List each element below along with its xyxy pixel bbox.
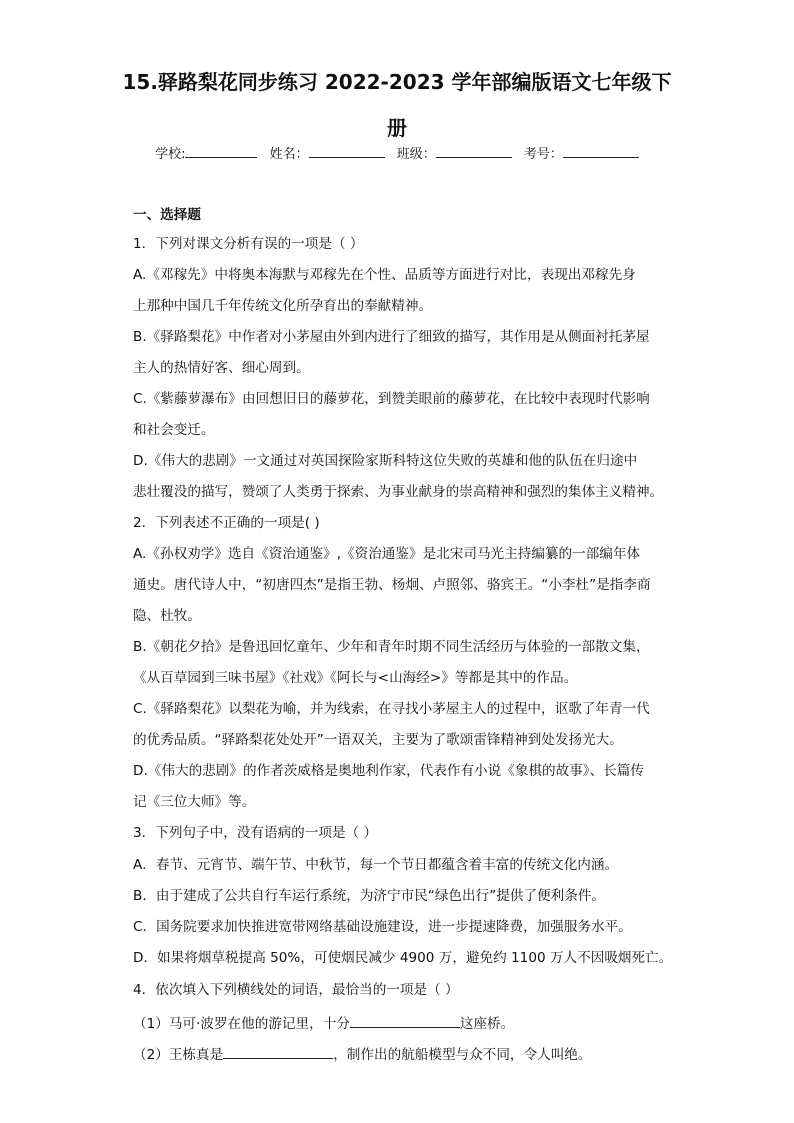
q1-option-c: C.《紫藤萝瀑布》由回想旧日的藤萝花，到赞美眼前的藤萝花，在比较中表现时代影响 <box>133 391 650 407</box>
q1-option-c-cont: 和社会变迁。 <box>133 422 215 438</box>
q3-option-d: D．如果将烟草税提高 50%，可使烟民减少 4900 万，避免约 1100 万人不因吸烟死亡。 <box>133 950 673 966</box>
q3-option-b: B．由于建成了公共自行车运行系统，为济宁市民“绿色出行”提供了便利条件。 <box>133 888 606 904</box>
q1-option-d-cont: 悲壮覆没的描写，赞颂了人类勇于探索、为事业献身的崇高精神和强烈的集体主义精神。 <box>133 484 664 500</box>
class-blank[interactable] <box>436 143 512 158</box>
class-label: 班级： <box>396 147 436 162</box>
q1-option-a-cont: 上那种中国几千年传统文化所孕育出的奉献精神。 <box>133 298 433 314</box>
q4-s1-suffix: 这座桥。 <box>459 1016 515 1032</box>
q4-stem: 4．依次填入下列横线处的词语，最恰当的一项是（ ） <box>133 982 459 998</box>
q2-option-a-cont-2: 隐、杜牧。 <box>133 608 201 624</box>
school-label: 学校: <box>155 147 186 162</box>
exam-number-field <box>524 143 639 162</box>
q3-option-a: A．春节、元宵节、端午节、中秋节，每一个节日都蕴含着丰富的传统文化内涵。 <box>133 857 619 873</box>
q1-option-d: D.《伟大的悲剧》一文通过对英国探险家斯科特这位失败的英雄和他的队伍在归途中 <box>133 453 638 469</box>
school-field <box>155 143 257 162</box>
exam-number-label: 考号： <box>523 147 563 162</box>
q2-option-a-cont: 通史。唐代诗人中，“初唐四杰”是指王勃、杨炯、卢照邻、骆宾王。“小李杜”是指李商 <box>133 577 651 593</box>
q2-stem: 2．下列表述不正确的一项是( ) <box>133 515 320 531</box>
q2-option-b: B.《朝花夕拾》是鲁迅回忆童年、少年和青年时期不同生活经历与体验的一部散文集， <box>133 639 650 655</box>
q4-s2-blank[interactable] <box>223 1044 333 1059</box>
q1-stem: 1．下列对课文分析有误的一项是（ ） <box>133 236 364 252</box>
q4-sentence-1 <box>133 1013 514 1033</box>
q4-sentence-2 <box>133 1044 592 1064</box>
student-info-row <box>0 143 794 162</box>
q3-option-c: C．国务院要求加快推进宽带网络基础设施建设，进一步提速降费，加强服务水平。 <box>133 919 632 935</box>
name-label: 姓名： <box>269 147 309 162</box>
q4-s1-blank[interactable] <box>350 1013 460 1028</box>
q4-s2-suffix: ，制作出的航船模型与众不同，令人叫绝。 <box>333 1047 592 1063</box>
q2-option-d-cont: 记《三位大师》等。 <box>133 794 256 810</box>
q1-option-b: B.《驿路梨花》中作者对小茅屋由外到内进行了细致的描写，其作用是从侧面衬托茅屋 <box>133 329 650 345</box>
q3-stem: 3．下列句子中，没有语病的一项是（ ） <box>133 825 378 841</box>
q2-option-b-cont: 《从百草园到三味书屋》《社戏》《阿长与<山海经>》等都是其中的作品。 <box>133 670 578 686</box>
q2-option-d: D.《伟大的悲剧》的作者茨威格是奥地利作家，代表作有小说《象棋的故事》、长篇传 <box>133 763 644 779</box>
q2-option-a: A.《孙权劝学》选自《资治通鉴》,《资治通鉴》是北宋司马光主持编纂的一部编年体 <box>133 546 641 562</box>
class-field <box>397 143 512 162</box>
name-field <box>270 143 385 162</box>
q2-option-c: C.《驿路梨花》以梨花为喻，并为线索，在寻找小茅屋主人的过程中，讴歌了年青一代 <box>133 701 650 717</box>
exam-number-blank[interactable] <box>563 143 639 158</box>
page-title-line-2: 册 <box>387 116 407 140</box>
page-title-line-1: 15.驿路梨花同步练习 2022-2023 学年部编版语文七年级下 <box>122 70 672 94</box>
name-blank[interactable] <box>309 143 385 158</box>
q4-s1-prefix: （1）马可·波罗在他的游记里，十分 <box>133 1016 350 1032</box>
section-heading: 一、选择题 <box>133 207 201 223</box>
q2-option-c-cont: 的优秀品质。“驿路梨花处处开”一语双关，主要为了歌颂雷锋精神到处发扬光大。 <box>133 732 623 748</box>
q1-option-b-cont: 主人的热情好客、细心周到。 <box>133 360 310 376</box>
school-blank[interactable] <box>185 143 257 158</box>
q1-option-a: A.《邓稼先》中将奥本海默与邓稼先在个性、品质等方面进行对比，表现出邓稼先身 <box>133 267 636 283</box>
q4-s2-prefix: （2）王栋真是 <box>133 1047 224 1063</box>
